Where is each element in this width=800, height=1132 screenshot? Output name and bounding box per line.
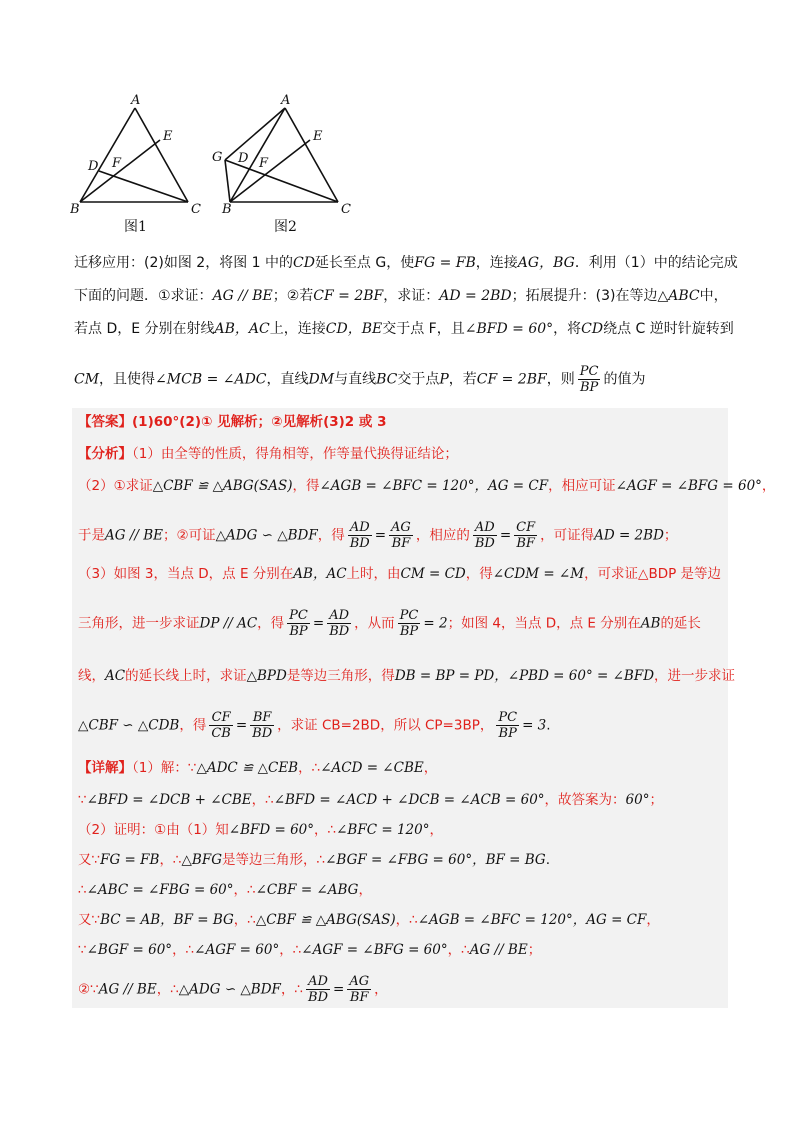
fig1-label-C: C — [191, 202, 201, 217]
problem-line-2: 下面的问题．①求证：AG // BE；②若CF = 2BF，求证：AD = 2BD；拓展提升：(3)在等边△ABC中， — [74, 288, 728, 304]
fig1-label-E: E — [163, 129, 173, 144]
fig2-label-F: F — [259, 156, 269, 171]
problem-line-3: 若点 D，E 分别在射线AB，AC上，连接CD，BE交于点 F，且∠BFD = 60°，将CD绕点 C 逆时针旋转到 — [74, 321, 734, 337]
problem-line-4: CM，且使得∠MCB = ∠ADC，直线DM与直线BC交于点P，若CF = 2BF，则 $\frac{PC}{BP}$ 的值为 — [74, 364, 646, 395]
fig1-segment-CD — [99, 171, 188, 202]
fraction-pc-bp: $\frac{PC}{BP}$ — [579, 364, 599, 395]
fig2-label-G: G — [212, 150, 223, 165]
detail-line-3: （2）证明：①由（1）知∠BFD = 60°，∴∠BFC = 120°， — [78, 822, 443, 838]
detail-line-7: ∵∠BGF = 60°，∴∠AGF = 60°，∴∠AGF = ∠BFG = 60°，∴AG // BE； — [78, 942, 542, 958]
analysis-tag: 【分析】 — [78, 446, 132, 462]
analysis-line-1: 【分析】（1）由全等的性质，得角相等，作等量代换得证结论； — [78, 446, 458, 462]
fig2-label-C: C — [341, 202, 351, 217]
figure-1 — [80, 108, 188, 202]
fig1-label-B: B — [70, 202, 80, 217]
geometry-figures — [70, 88, 370, 238]
detail-line-1: 【详解】（1）解：∵△ADC ≌ △CEB，∴∠ACD = ∠CBE， — [78, 760, 438, 776]
fig1-side-AB — [80, 108, 135, 202]
analysis-line-6: 线，AC的延长线上时，求证△BPD是等边三角形，得DB = BP = PD，∠PBD = 60° = ∠BFD，进一步求证 — [78, 668, 736, 684]
problem-line-1: 迁移应用：(2)如图 2，将图 1 中的CD延长至点 G，使FG = FB，连接AG，BG．利用（1）中的结论完成 — [74, 255, 738, 271]
detail-line-8: ②∵AG // BE，∴△ADG ∽ △BDF，∴ $\frac{AD}{BD}$ = $\frac{AG}{BF}$ ， — [78, 974, 388, 1005]
detail-line-4: 又∵FG = FB，∴△BFG是等边三角形，∴∠BGF = ∠FBG = 60°，BF = BG. — [78, 852, 551, 868]
fig2-side-AC — [285, 108, 338, 202]
answer-tag: 【答案】 — [78, 414, 132, 430]
figure-1-and-2-diagram — [70, 88, 370, 238]
analysis-line-7: △CBF ∽ △CDB，得 $\frac{CF}{CB}$ = $\frac{BF}{BD}$ ，求证 CB=2BD，所以 CP=3BP， $\frac{PC}{BP}$ = 3. — [78, 710, 551, 741]
fig1-label-A: A — [131, 93, 141, 108]
fig1-label-F: F — [112, 156, 122, 171]
figure-1-caption: 图1 — [124, 219, 147, 235]
fig2-label-E: E — [313, 129, 323, 144]
detail-line-6: 又∵BC = AB，BF = BG，∴△CBF ≌ △ABG(SAS)，∴∠AGB = ∠BFC = 120°，AG = CF， — [78, 912, 660, 928]
figure-2-caption: 图2 — [274, 219, 297, 235]
fig2-label-A: A — [281, 93, 291, 108]
detail-line-5: ∴∠ABC = ∠FBG = 60°，∴∠CBF = ∠ABG， — [78, 882, 372, 898]
fig2-label-B: B — [222, 202, 232, 217]
answer-line — [78, 412, 386, 432]
analysis-line-3: 于是AG // BE；②可证△ADG ∽ △BDF，得 $\frac{AD}{BD}$ = $\frac{AG}{BF}$ ，相应的 $\frac{AD}{BD}$ = $\frac{CF}{BF}$ ，可证得AD = 2BD； — [78, 520, 678, 551]
fig2-segment-AG — [225, 108, 285, 160]
fig2-segment-BG — [225, 160, 230, 202]
detail-line-2: ∵∠BFD = ∠DCB + ∠CBE，∴∠BFD = ∠ACD + ∠DCB = ∠ACB = 60°，故答案为：60°； — [78, 792, 663, 808]
solution-panel — [72, 408, 776, 1008]
fig2-label-D: D — [238, 151, 249, 166]
fig2-segment-BE — [230, 140, 310, 202]
fig1-label-D: D — [88, 159, 99, 174]
analysis-line-4: （3）如图 3，当点 D，点 E 分别在AB，AC上时，由CM = CD，得∠CDM = ∠M，可求证△BDP 是等边 — [78, 566, 722, 582]
detail-tag: 【详解】 — [78, 760, 132, 776]
analysis-line-5: 三角形，进一步求证DP // AC，得 $\frac{PC}{BP}$ = $\frac{AD}{BD}$ ，从而 $\frac{PC}{BP}$ = 2；如图 4，当点 D，点 E 分别在AB的延长 — [78, 608, 701, 639]
answer-text: (1)60°(2)① 见解析；②见解析(3)2 或 3 — [132, 414, 387, 430]
analysis-line-2: （2）①求证△CBF ≌ △ABG(SAS)，得∠AGB = ∠BFC = 120°，AG = CF，相应可证∠AGF = ∠BFG = 60°， — [78, 478, 776, 494]
fig1-side-AC — [135, 108, 188, 202]
